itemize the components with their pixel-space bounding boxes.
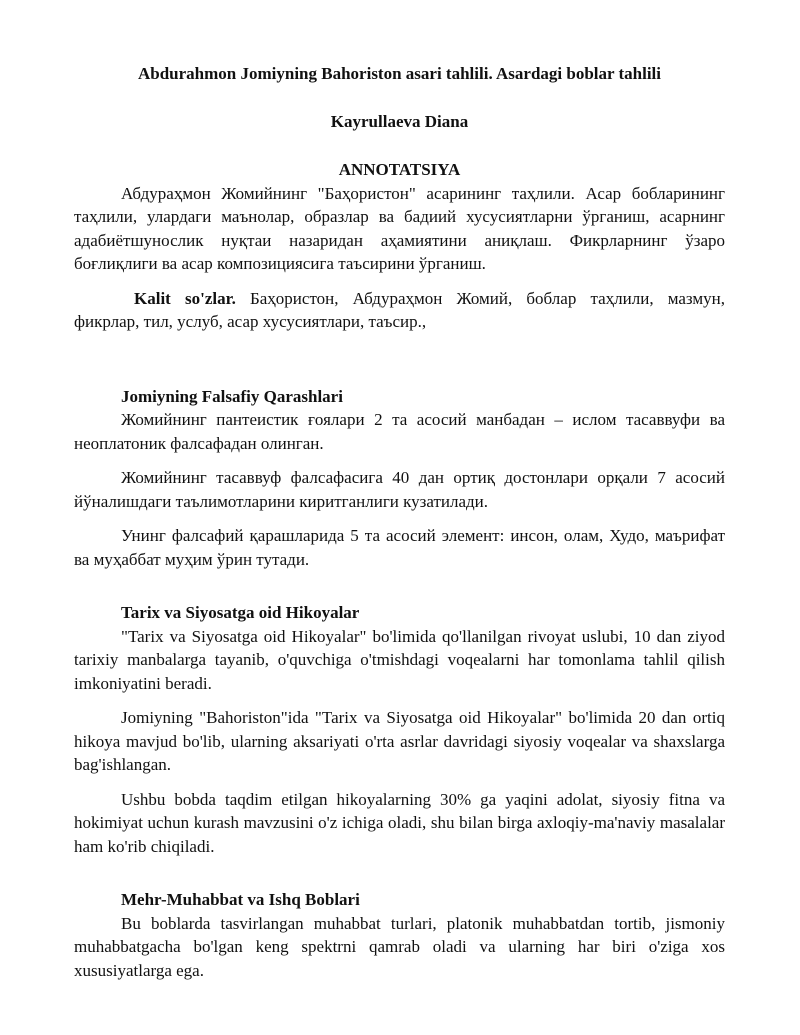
section-heading-tarix: Tarix va Siyosatga oid Hikoyalar — [121, 603, 360, 622]
section-paragraph: Жомийнинг пантеистик ғоялари 2 та асосий манбадан – ислом тасаввуфи ва неоплатоник фалсафадан олинган. — [74, 410, 725, 453]
section-heading-muhabbat: Mehr-Muhabbat va Ishq Boblari — [121, 890, 360, 909]
keywords-label: Kalit so'zlar. — [134, 288, 236, 308]
section-paragraph: "Tarix va Siyosatga oid Hikoyalar" bo'limida qo'llanilgan rivoyat uslubi, 10 dan ziyod tarixiy manbalarga tayanib, o'quvchiga o'tmishdagi voqealarni har tomonlama tahlil qilish imkoniyatini beradi. — [74, 626, 725, 693]
section-paragraph: Жомийнинг тасаввуф фалсафасига 40 дан ортиқ достонлари орқали 7 асосий йўналишдаги таълимотларини киритганлиги кузатилади. — [74, 468, 725, 511]
annotation-text: Абдураҳмон Жомийнинг "Баҳористон" асарининг таҳлили. Асар бобларининг таҳлили, улардаги маънолар, образлар ва бадиий хусусиятларни ўрганиш, асарнинг адабиётшунослик нуқтаи назаридан аҳамиятини аниқлаш. Фикрларнинг ўзаро боғлиқлиги ва асар композициясига таъсирини ўрганиш. — [74, 183, 725, 273]
section-paragraph: Jomiyning "Bahoriston"ida "Tarix va Siyosatga oid Hikoyalar" bo'limida 20 dan ortiq hikoya mavjud bo'lib, ularning aksariyati o'rta asrlar davridagi siyosiy voqealar va shaxslarga bag'ishlangan. — [74, 708, 725, 774]
annotation-heading: ANNOTATSIYA — [338, 160, 461, 179]
document-page — [74, 62, 725, 982]
section-paragraph: Ushbu bobda taqdim etilgan hikoyalarning 30% ga yaqini adolat, siyosiy fitna va hokimiyat uchun kurash mavzusini o'z ichiga oladi, shu bilan birga axloqiy-ma'naviy masalalar ham ko'rib chiqiladi. — [74, 789, 725, 856]
section-paragraph: Унинг фалсафий қарашларида 5 та асосий элемент: инсон, олам, Худо, маърифат ва муҳаббат муҳим ўрин тутади. — [74, 526, 725, 569]
section-heading-falsafiy: Jomiyning Falsafiy Qarashlari — [121, 386, 343, 406]
keywords-paragraph — [74, 287, 725, 334]
document-title: Abdurahmon Jomiyning Bahoriston asari tahlili. Asardagi boblar tahlili — [137, 64, 661, 83]
section-paragraph: Bu boblarda tasvirlangan muhabbat turlari, platonik muhabbatdan tortib, jismoniy muhabbatgacha bo'lgan keng spektrni qamrab oladi va ularning har biri o'ziga xos xususiyatlarga ega. — [74, 913, 725, 980]
author-name: Kayrullaeva Diana — [330, 111, 469, 131]
keywords-text: Баҳористон, Абдураҳмон Жомий, боблар таҳлили, мазмун, фикрлар, тил, услуб, асар хусусиятлари, таъсир., — [74, 288, 725, 331]
